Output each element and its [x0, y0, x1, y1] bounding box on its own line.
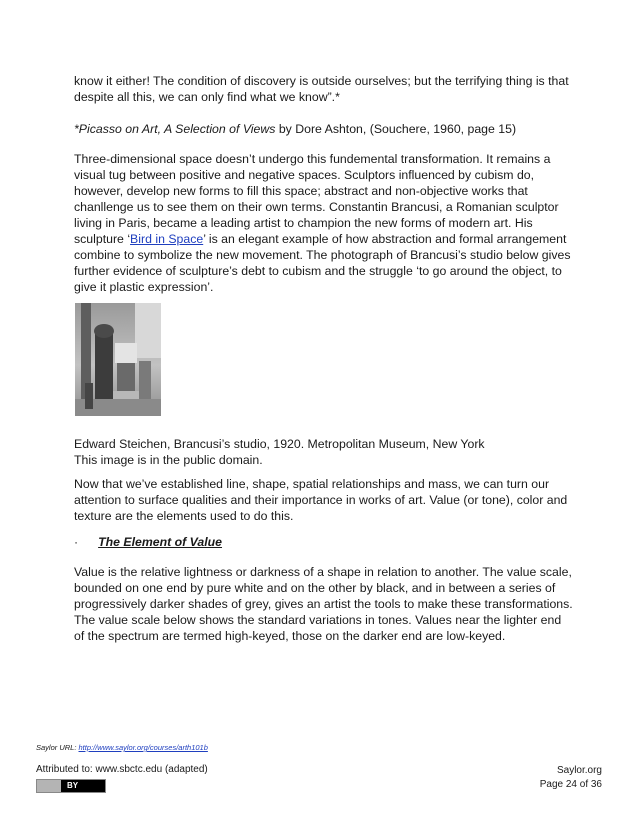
- footer-url-label: Saylor URL:: [36, 743, 79, 752]
- caption-rights: This image is in the public domain.: [74, 453, 263, 467]
- brancusi-studio-photo: [75, 303, 161, 416]
- bullet-mark: ·: [74, 535, 79, 549]
- bird-in-space-link[interactable]: Bird in Space: [130, 232, 204, 246]
- photo-caption: [74, 436, 574, 468]
- cc-license-badge: [36, 779, 106, 793]
- paragraph-brancusi-text-2: ’ is an elegant example of how abstraction and formal arrangement combine to symbolize the new movement. The photograph of Brancusi’s studio below gives further evidence of sculpture’s debt to cubism and the struggle ‘to go around the object, to give it plastic expression’.: [74, 232, 571, 294]
- section-title: The Element of Value: [98, 535, 223, 549]
- page-number: Page 24 of 36: [539, 779, 602, 790]
- paragraph-surface-qualities: Now that we’ve established line, shape, spatial relationships and mass, we can turn our attention to surface qualities and their importance in works of art. Value (or tone), color and texture are the elements used to do this.: [74, 477, 568, 523]
- citation-details: by Dore Ashton, (Souchere, 1960, page 15): [275, 122, 517, 136]
- paragraph-quote-end: know it either! The condition of discovery is outside ourselves; but the terrifying thing is that despite all this, we can only find what we know”.*: [74, 74, 569, 104]
- paragraph-value: Value is the relative lightness or darkness of a shape in relation to another. The value scale, bounded on one end by pure white and on the other by black, and in between a series of progressively darker shades of grey, gives an artist the tools to make these transformations. The value scale below shows the standard variations in tones. Values near the lighter end of the spectrum are termed high-keyed, those on the darker end are low-keyed.: [74, 565, 573, 643]
- site-name: Saylor.org: [556, 765, 602, 776]
- citation: [74, 121, 574, 137]
- paragraph-brancusi: [74, 151, 574, 295]
- cc-icon: [37, 780, 61, 792]
- saylor-course-link[interactable]: http://www.saylor.org/courses/arth101b: [78, 743, 208, 752]
- section-heading: [74, 535, 222, 549]
- page-footer-right: [540, 764, 602, 792]
- paragraph-brancusi-text-1: Three-dimensional space doesn’t undergo this fundemental transformation. It remains a visual tug between positive and negative spaces. Sculptors influenced by cubism do, however, develop new forms to fill this space; abstract and non-objective works that chanllenge us to see them on their own terms. Constantin Brancusi, a Romanian sculptor living in Paris, became a leading artist to champion the new forms of modern art. His sculpture ‘: [74, 152, 559, 246]
- attribution: Attributed to: www.sbctc.edu (adapted): [36, 764, 208, 775]
- citation-title: *Picasso on Art, A Selection of Views: [74, 122, 276, 136]
- photo-illustration: [75, 303, 161, 416]
- caption-credit: Edward Steichen, Brancusi’s studio, 1920. Metropolitan Museum, New York: [74, 437, 485, 451]
- footer-url: [36, 743, 208, 752]
- cc-label: BY: [67, 781, 79, 790]
